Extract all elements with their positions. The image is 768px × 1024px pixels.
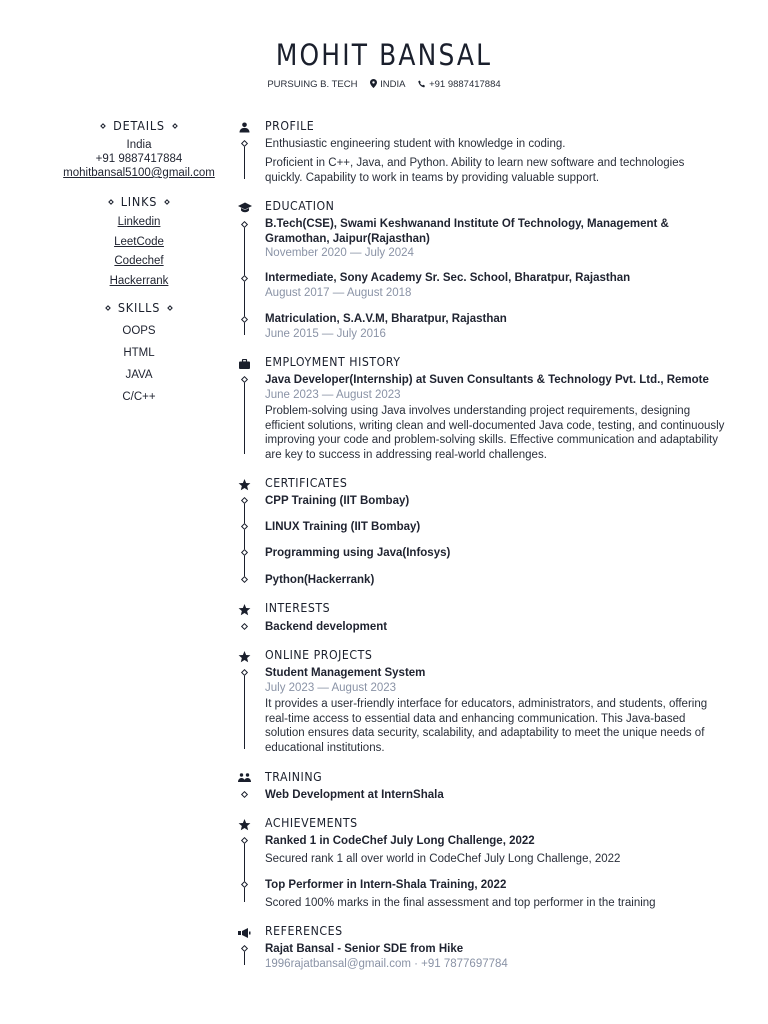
links-heading xyxy=(50,194,228,209)
profile-title: PROFILE xyxy=(265,118,315,133)
sidebar-skills xyxy=(50,300,228,408)
certificate-item: CPP Training (IIT Bombay) xyxy=(265,495,410,507)
training-title: TRAINING xyxy=(265,769,323,784)
diamond-icon xyxy=(164,199,170,205)
education-dates: November 2020 — July 2024 xyxy=(265,247,414,259)
star-icon xyxy=(237,818,252,832)
link-leetcode[interactable]: LeetCode xyxy=(114,235,164,248)
phone-item xyxy=(418,79,501,90)
sidebar-details xyxy=(50,118,228,180)
location-item xyxy=(370,79,405,90)
diamond-icon xyxy=(172,123,178,129)
timeline-line xyxy=(244,840,245,902)
education-name: Matriculation, S.A.V.M, Bharatpur, Rajasthan xyxy=(265,313,507,325)
timeline-dot xyxy=(240,523,247,530)
header-subline xyxy=(0,79,768,90)
timeline-line xyxy=(244,378,245,454)
star-icon xyxy=(237,478,252,492)
timeline-dot xyxy=(240,316,247,323)
education-name: B.Tech(CSE), Swami Keshwanand Institute Of Technology, Management & Gramothan, Jaipur(Rajasthan) xyxy=(265,218,669,245)
timeline-dot xyxy=(240,623,247,630)
details-heading xyxy=(50,118,228,133)
training-item: Web Development at InternShala xyxy=(265,789,444,801)
graduation-cap-icon xyxy=(237,200,252,214)
employment-title: EMPLOYMENT HISTORY xyxy=(265,354,401,369)
diamond-icon xyxy=(100,123,106,129)
timeline-dot xyxy=(240,945,247,952)
diamond-icon xyxy=(105,305,111,311)
megaphone-icon xyxy=(237,926,252,940)
employment-dates: June 2023 — August 2023 xyxy=(265,389,401,401)
sidebar-links xyxy=(50,194,228,291)
reference-name: Rajat Bansal - Senior SDE from Hike xyxy=(265,943,464,955)
timeline-dot xyxy=(240,791,247,798)
project-dates: July 2023 — August 2023 xyxy=(265,682,397,694)
timeline-dot xyxy=(240,881,247,888)
education-dates: June 2015 — July 2016 xyxy=(265,328,386,340)
profile-line-1: Enthusiastic engineering student with knowledge in coding. xyxy=(265,138,566,150)
phone-text: +91 9887417884 xyxy=(429,79,501,90)
certificate-item: Python(Hackerrank) xyxy=(265,574,375,586)
link-linkedin[interactable]: Linkedin xyxy=(117,216,161,228)
details-title: DETAILS xyxy=(113,118,165,133)
interests-title: INTERESTS xyxy=(265,600,331,615)
reference-contact: 1996rajatbansal@gmail.com · +91 7877697784 xyxy=(265,958,508,970)
links-title: LINKS xyxy=(120,194,158,209)
briefcase-icon xyxy=(237,357,252,371)
details-email-link[interactable]: mohitbansal5100@gmail.com xyxy=(63,167,215,179)
timeline-dot xyxy=(240,497,247,504)
employment-role: Java Developer(Internship) at Suven Consultants & Technology Pvt. Ltd., Remote xyxy=(265,374,709,386)
timeline-dot xyxy=(240,221,247,228)
achievement-name: Top Performer in Intern-Shala Training, 2022 xyxy=(265,879,507,891)
skill-item: HTML xyxy=(123,347,155,359)
education-name: Intermediate, Sony Academy Sr. Sec. School, Bharatpur, Rajasthan xyxy=(265,272,631,284)
timeline-line xyxy=(244,145,245,179)
certificate-item: Programming using Java(Infosys) xyxy=(265,547,451,559)
profile-line-2: Proficient in C++, Java, and Python. Ability to learn new software and technologies quickly. Capability to work in teams by providing valuable support. xyxy=(265,157,685,184)
interest-item: Backend development xyxy=(265,621,388,633)
timeline-dot xyxy=(240,549,247,556)
timeline-dot xyxy=(240,140,247,147)
user-icon xyxy=(237,120,252,134)
skills-heading xyxy=(50,300,228,315)
achievement-detail: Secured rank 1 all over world in CodeChef July Long Challenge, 2022 xyxy=(265,853,621,865)
projects-title: ONLINE PROJECTS xyxy=(265,647,373,662)
diamond-icon xyxy=(167,305,173,311)
details-phone: +91 9887417884 xyxy=(95,153,183,165)
achievement-detail: Scored 100% marks in the final assessment and top performer in the training xyxy=(265,897,656,909)
diamond-icon xyxy=(108,199,114,205)
timeline-dot xyxy=(240,376,247,383)
map-pin-icon xyxy=(370,79,377,88)
resume-name: MOHIT BANSAL xyxy=(275,38,493,72)
link-hackerrank[interactable]: Hackerrank xyxy=(109,274,169,287)
achievements-title: ACHIEVEMENTS xyxy=(265,815,358,830)
users-icon xyxy=(237,771,252,785)
timeline-dot xyxy=(240,669,247,676)
certificate-item: LINUX Training (IIT Bombay) xyxy=(265,521,421,533)
education-dates: August 2017 — August 2018 xyxy=(265,287,412,299)
timeline-dot xyxy=(240,275,247,282)
skills-title: SKILLS xyxy=(117,300,161,315)
skill-item: JAVA xyxy=(125,369,153,381)
status-text: PURSUING B. TECH xyxy=(267,79,358,90)
timeline-dot xyxy=(240,837,247,844)
employment-description: Problem-solving using Java involves understanding project requirements, designing efficient solutions, writing clean and well-documented Java code, testing, and continuously improving your code and problem-solving skills. Effective communication and adaptability are key to success in addressing real-world challenges. xyxy=(265,405,725,461)
star-icon xyxy=(237,603,252,617)
star-icon xyxy=(237,650,252,664)
references-title: REFERENCES xyxy=(265,923,343,938)
achievement-name: Ranked 1 in CodeChef July Long Challenge, 2022 xyxy=(265,835,535,847)
education-title: EDUCATION xyxy=(265,198,335,213)
project-description: It provides a user-friendly interface for educators, administrators, and students, offering real-time access to essential data and enhancing communication. This Java-based solution ensures data security, scalability, and adaptability to meet the unique needs of educational institutions. xyxy=(265,698,708,754)
timeline-line xyxy=(244,672,245,749)
link-codechef[interactable]: Codechef xyxy=(114,255,164,267)
location-text: INDIA xyxy=(380,79,406,90)
details-country: India xyxy=(126,139,152,151)
phone-icon xyxy=(418,80,426,88)
timeline-dot xyxy=(240,576,247,583)
timeline-line xyxy=(244,500,245,580)
skill-item: C/C++ xyxy=(122,391,156,403)
project-name: Student Management System xyxy=(265,667,426,679)
skill-item: OOPS xyxy=(122,325,156,337)
certificates-title: CERTIFICATES xyxy=(265,475,348,490)
